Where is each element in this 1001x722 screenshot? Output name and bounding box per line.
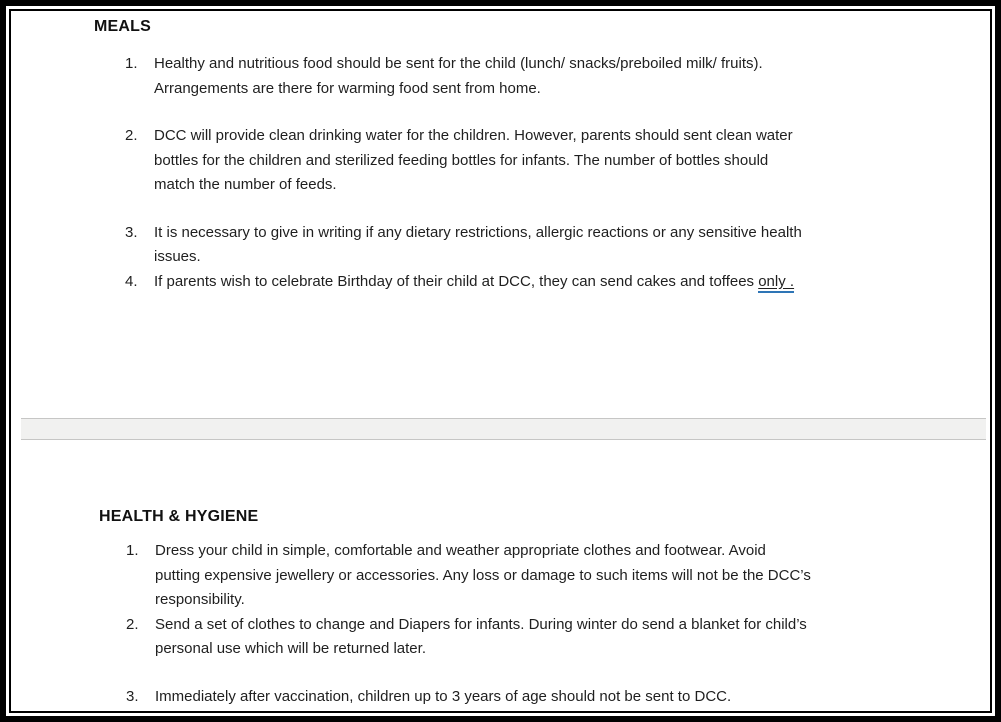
list-item-text [154,270,794,295]
text-line: issues. [154,248,201,265]
list-item-number: 2. [125,127,138,144]
text-line: Healthy and nutritious food should be sent for the child (lunch/ snacks/preboiled milk/ fruits). [154,55,763,72]
list-item-text [155,613,807,662]
text-line: Immediately after vaccination, children up to 3 years of age should not be sent to DCC. [155,687,732,705]
list-item-number: 3. [125,223,138,241]
list-item [94,52,960,101]
text-line: Arrangements are there for warming food sent from home. [154,79,541,97]
section-heading-meals: MEALS [94,18,151,35]
list-item [99,613,960,662]
text-line: match the number of feeds. [154,176,337,193]
text-line: It is necessary to give in writing if any dietary restrictions, allergic reactions or any sensitive health [154,223,802,241]
document-page-2 [11,440,990,711]
list-item [99,539,960,613]
text-line: bottles for the children and sterilized feeding bottles for infants. The number of bottles should [154,151,769,169]
meals-list [94,52,960,294]
document-view [9,9,992,713]
list-item-number: 3. [126,687,139,705]
text-line: responsibility. [155,591,245,608]
list-item [94,221,960,270]
list-item [94,124,960,198]
list-item-number: 1. [125,55,138,72]
text-line [154,270,794,295]
page-break-separator [21,418,986,440]
list-item-text [154,221,802,270]
list-item-text [155,685,731,710]
list-item-text [155,539,811,613]
list-item-number: 4. [125,272,138,290]
text-line: Dress your child in simple, comfortable and weather appropriate clothes and footwear. Avoid [155,542,766,559]
text-line: personal use which will be returned later. [155,640,426,657]
document-page-1 [11,11,990,418]
list-item-number: 1. [126,542,139,559]
text-line: DCC will provide clean drinking water for the children. However, parents should sent clean water [154,127,793,144]
text-line: Send a set of clothes to change and Diapers for infants. During winter do send a blanket for child’s [155,615,807,633]
list-item [94,270,960,295]
list-item-number: 2. [126,615,139,633]
text-segment: If parents wish to celebrate Birthday of their child at DCC, they can send cakes and toffees [154,272,759,290]
health-hygiene-list [99,539,960,709]
section-heading-health-hygiene: HEALTH & HYGIENE [99,508,259,525]
list-item-text [154,124,793,198]
underlined-text-grammar-marked: only . [758,273,794,293]
text-line: putting expensive jewellery or accessories. Any loss or damage to such items will not be the DCC’s [155,566,811,584]
list-item [99,685,960,710]
list-item-text [154,52,763,101]
